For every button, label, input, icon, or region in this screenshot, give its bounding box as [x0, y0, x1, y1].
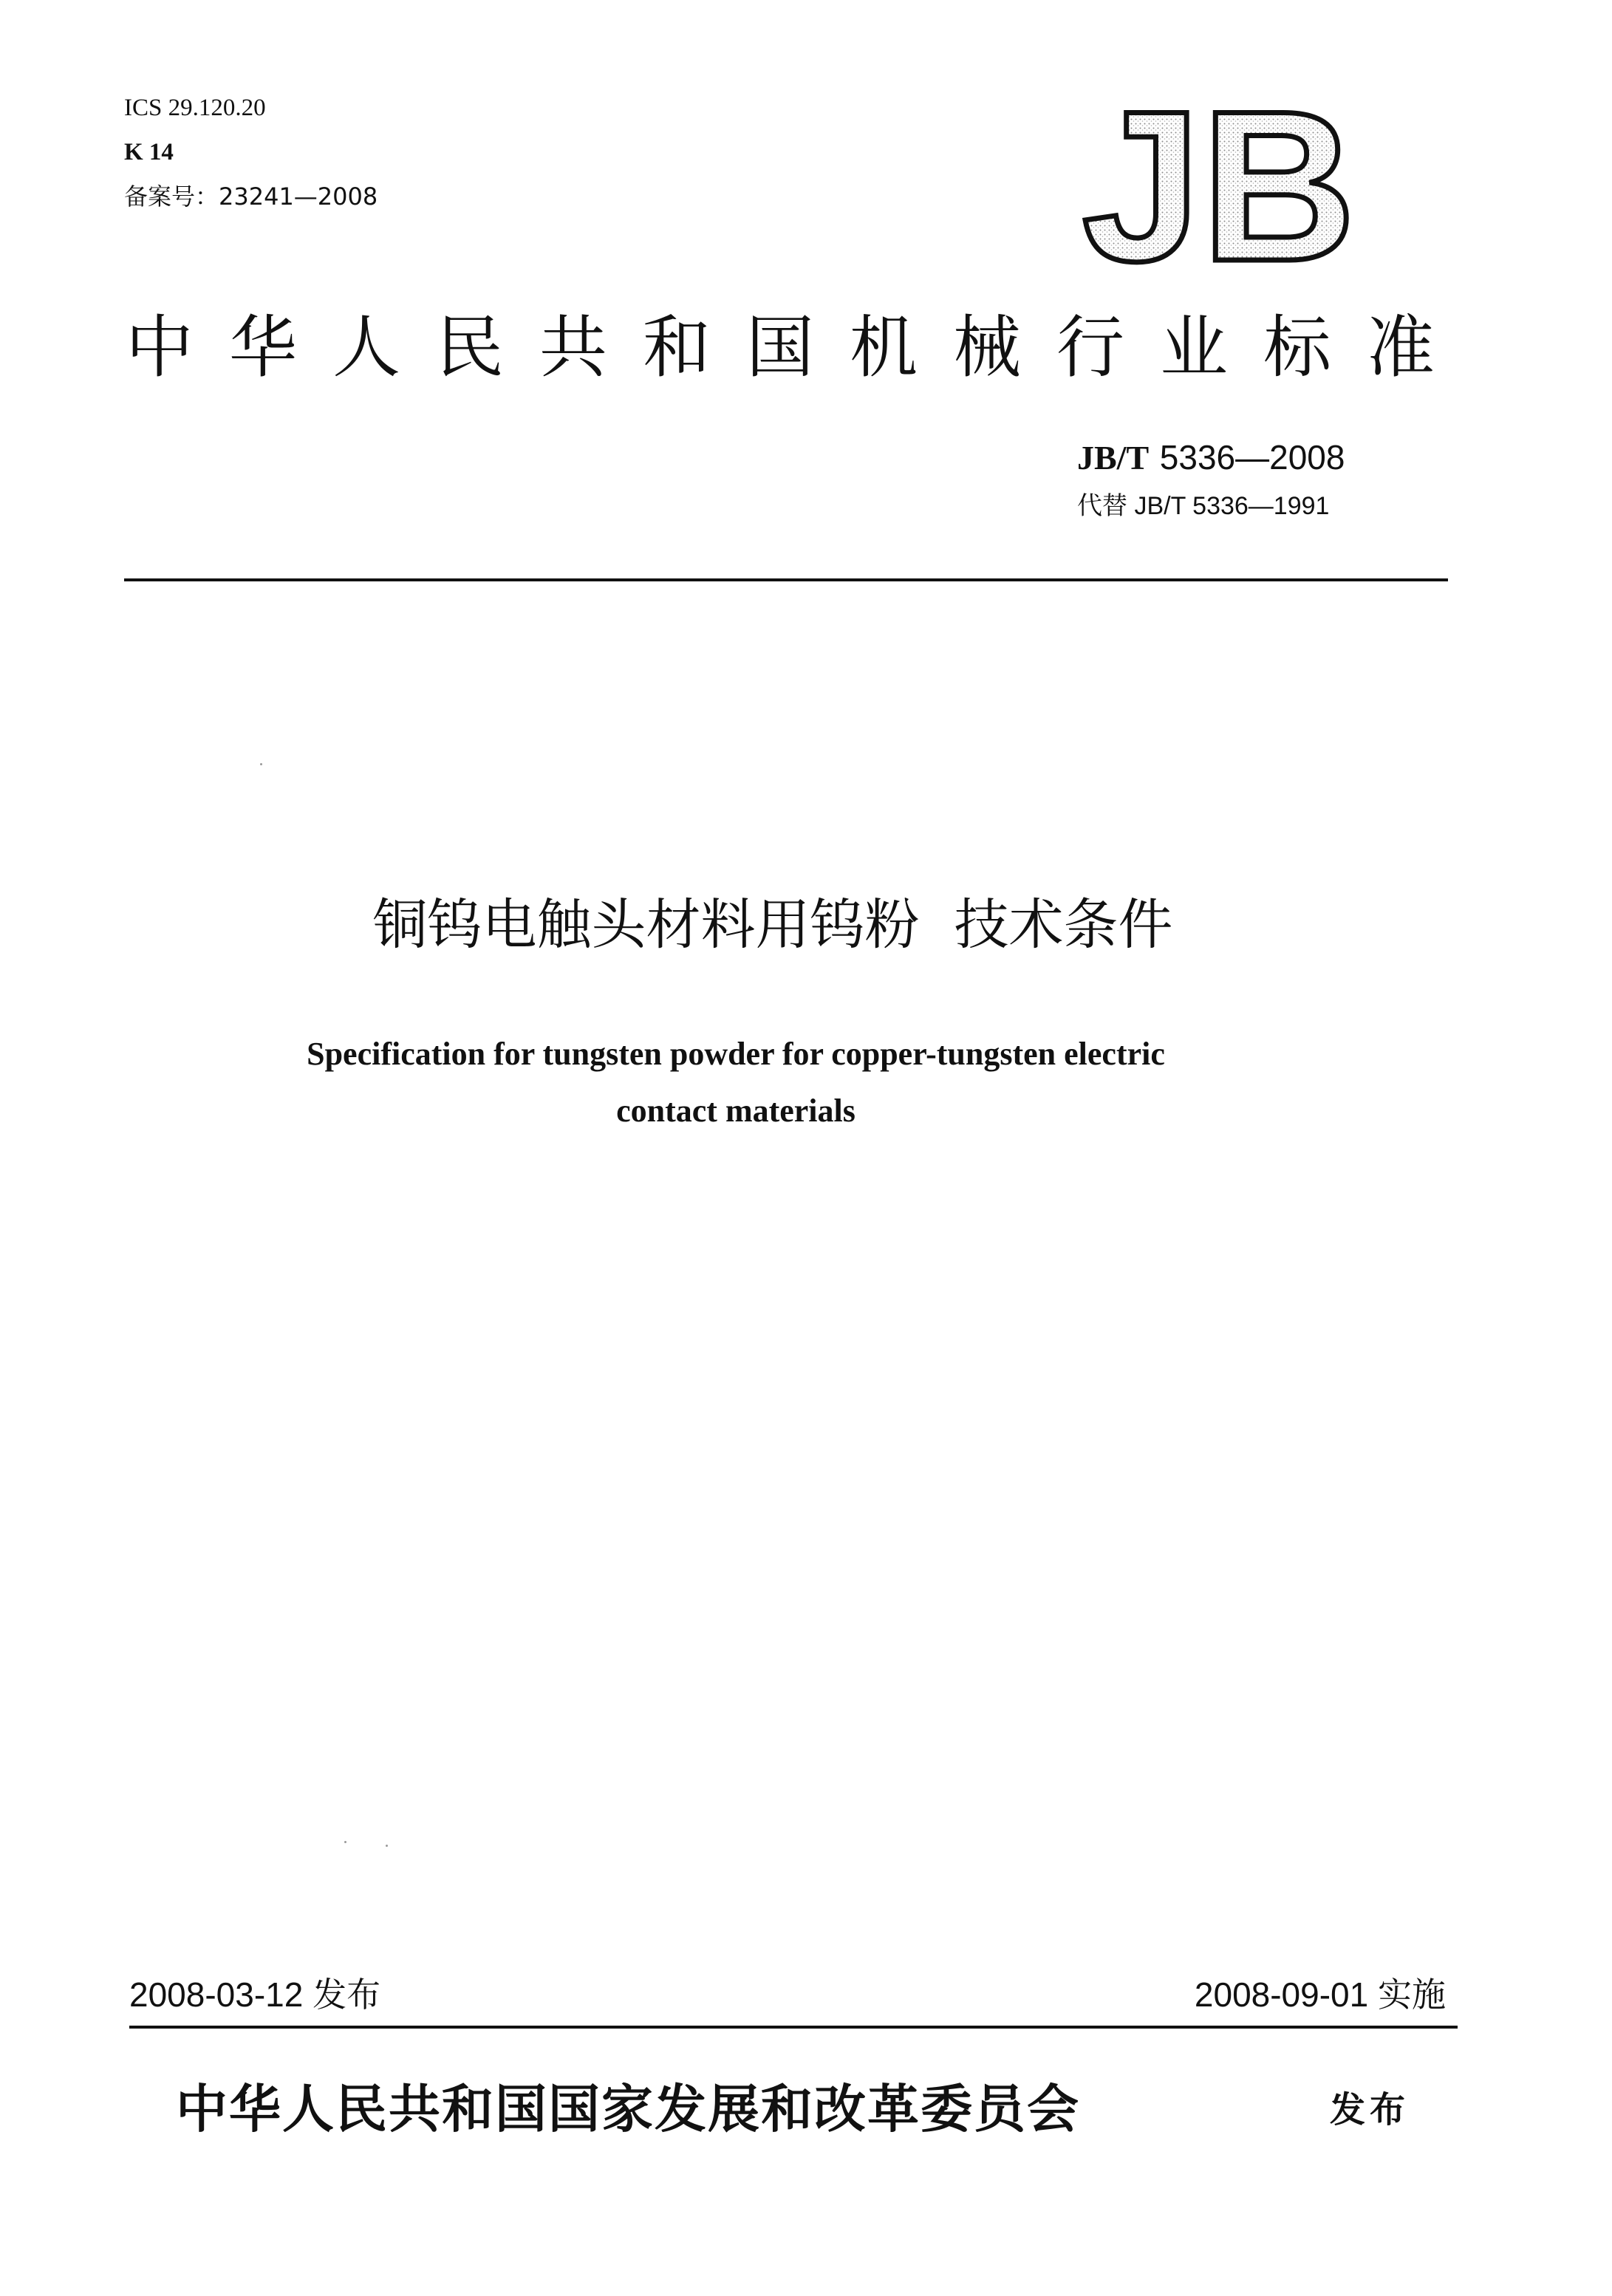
scan-speck: [386, 1845, 388, 1847]
document-title-english-line1: Specification for tungsten powder for copper-tungsten electric: [307, 1036, 1165, 1072]
issuing-authority: 中华人民共和国国家发展和改革委员会: [176, 2079, 1080, 2139]
category-code: K 14: [124, 139, 174, 165]
organization-title: 中华人民共和国机械行业标准: [126, 308, 1471, 387]
issuing-authority-suffix: 发布: [1330, 2089, 1410, 2131]
footer-divider: [129, 2026, 1458, 2029]
issue-date: 2008-03-12 发布: [129, 1975, 381, 2014]
header-divider: [124, 578, 1448, 581]
jb-logo: [1064, 96, 1374, 273]
ics-code: ICS 29.120.20: [124, 95, 266, 121]
replaces-standard: 代替 JB/T 5336—1991: [1077, 492, 1330, 520]
standard-number: [1077, 440, 1345, 475]
scan-speck: [260, 763, 262, 765]
jb-logo-text: JB: [1082, 96, 1356, 273]
record-number: 备案号：23241—2008: [124, 182, 378, 211]
scan-speck: [344, 1841, 346, 1843]
implementation-date: 2008-09-01 实施: [1194, 1975, 1446, 2014]
standard-prefix: JB/T: [1077, 439, 1150, 476]
document-title-chinese: 铜钨电触头材料用钨粉 技术条件: [372, 893, 1173, 957]
standard-number-value: 5336—2008: [1159, 438, 1345, 476]
document-title-english-line2: contact materials: [616, 1093, 855, 1129]
